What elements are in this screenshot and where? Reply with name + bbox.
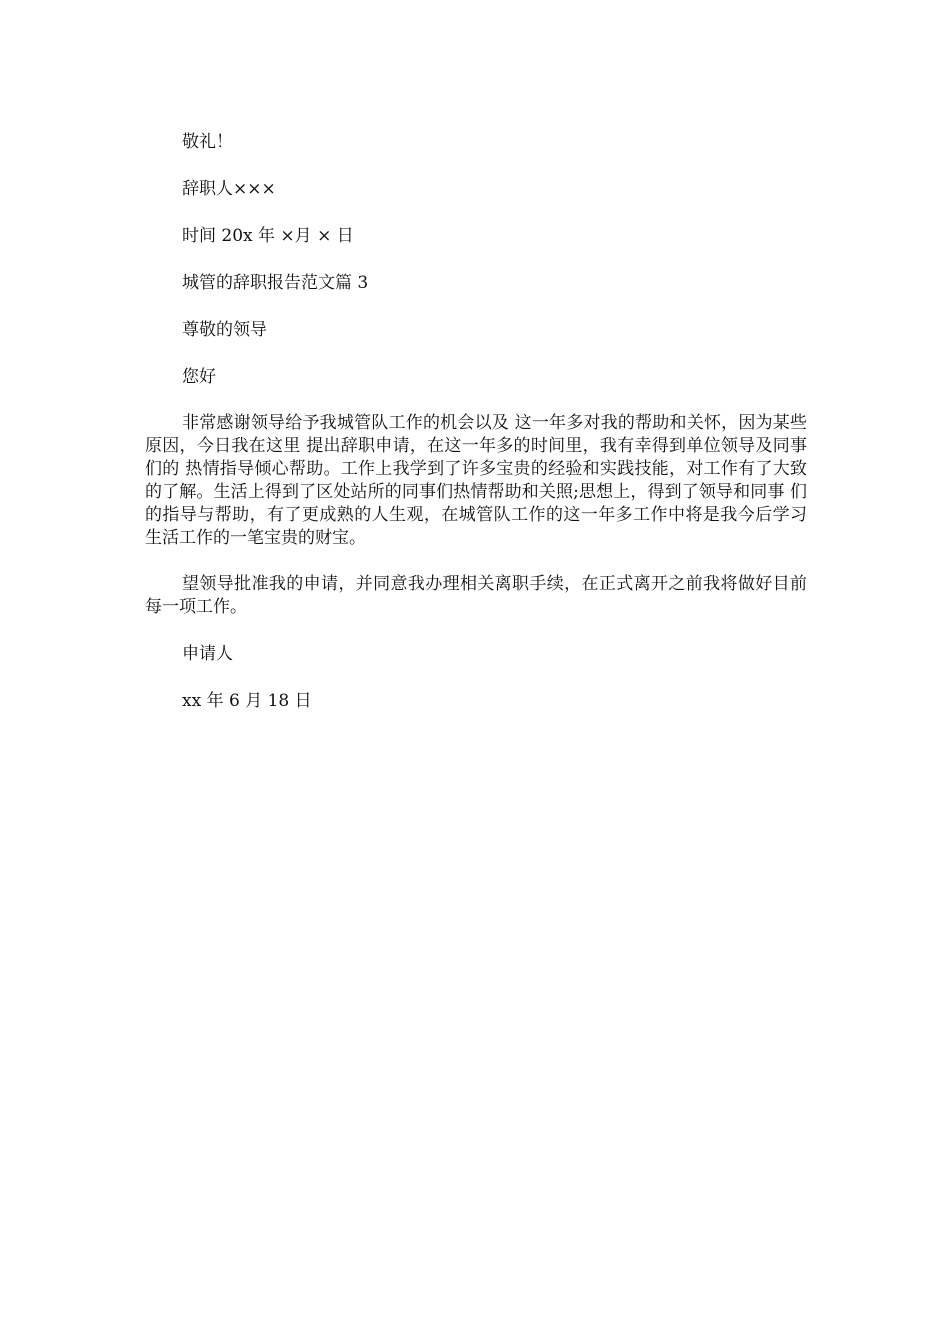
- final-date: xx 年 6 月 18 日: [182, 691, 312, 711]
- section-title: 城管的辞职报告范文篇 3: [182, 273, 369, 293]
- body-paragraph: 望领导批准我的申请，并同意我办理相关离职手续，在正式离开之前我将做好目前每一项工作。: [145, 574, 807, 617]
- closing-line: 敬礼！: [182, 132, 233, 152]
- salutation: 尊敬的领导: [182, 320, 267, 340]
- applicant-label: 申请人: [182, 644, 233, 664]
- date-line: 时间 20x 年 ×月 × 日: [182, 226, 354, 246]
- signature-line: 辞职人×××: [182, 179, 276, 199]
- body-paragraph: 非常感谢领导给予我城管队工作的机会以及 这一年多对我的帮助和关怀，因为某些原因，今日我在这里 提出辞职申请，在这一年多的时间里，我有幸得到单位领导及同事们的 热情指导倾心帮助。工作上我学到了许多宝贵的经验和实践技能，对工作有了大致的了解。生活上得到了区处站所的同事们热情帮助和关照;思想上，得到了领导和同事 们的指导与帮助，有了更成熟的人生观，在城管队工作的这一年多工作中将是我今后学习生活工作的一笔宝贵的财宝。: [145, 413, 807, 548]
- document-content: [145, 130, 807, 736]
- greeting: 您好: [182, 367, 216, 387]
